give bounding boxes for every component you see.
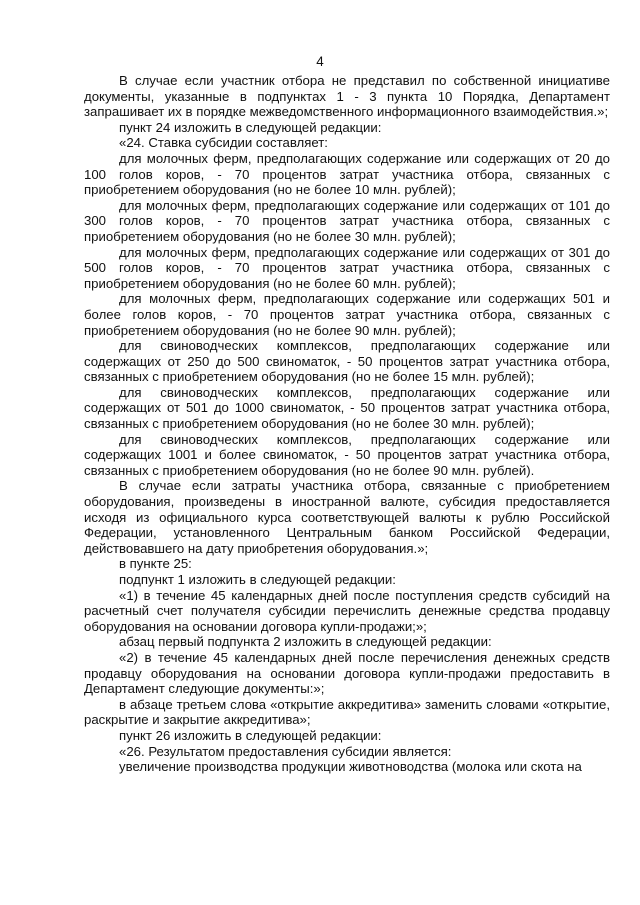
paragraph-4: для молочных ферм, предполагающих содержание или содержащих от 20 до 100 голов коров, - 70 процентов затрат участника отбора, связанных с приобретением оборудования (но не более 10 млн. рублей); <box>84 150 610 198</box>
paragraph-12: в пункте 25: <box>119 556 192 572</box>
paragraph-7: для молочных ферм, предполагающих содержание или содержащих 501 и более голов коров, - 70 процентов затрат участника отбора, связанных с приобретением оборудования (но не более 90 млн. рублей); <box>84 291 610 338</box>
document-body <box>84 73 610 775</box>
paragraph-2: пункт 24 изложить в следующей редакции: <box>119 119 382 135</box>
paragraph-1: В случае если участник отбора не представил по собственной инициативе документы, указанные в подпунктах 1 - 3 пункта 10 Порядка, Департамент запрашивает их в порядке межведомственного информационного взаимодействия.»; <box>84 73 610 120</box>
paragraph-9: для свиноводческих комплексов, предполагающих содержание или содержащих от 501 до 1000 свиноматок, - 50 процентов затрат участника отбора, связанных с приобретением оборудования (но не более 30 млн. рублей); <box>84 384 610 432</box>
paragraph-10: для свиноводческих комплексов, предполагающих содержание или содержащих 1001 и более свиноматок, - 50 процентов затрат участника отбора, связанных с приобретением оборудования (но не более 90 млн. рублей). <box>84 431 610 478</box>
paragraph-13: подпункт 1 изложить в следующей редакции: <box>119 572 396 587</box>
paragraph-6: для молочных ферм, предполагающих содержание или содержащих от 301 до 500 голов коров, - 70 процентов затрат участника отбора, связанных с приобретением оборудования (но не более 60 млн. рублей); <box>84 244 610 291</box>
paragraph-15: абзац первый подпункта 2 изложить в следующей редакции: <box>119 634 492 650</box>
paragraph-18: пункт 26 изложить в следующей редакции: <box>119 727 382 743</box>
paragraph-11: В случае если затраты участника отбора, связанные с приобретением оборудования, произведены в иностранной валюте, субсидия предоставляется исходя из официального курса соответствующей валюты к рублю Российской Федерации, установленного Центральным банком Российской Федерации, действовавшего на дату приобретения оборудования.»; <box>84 478 610 556</box>
page-number: 4 <box>316 54 324 69</box>
paragraph-14: «1) в течение 45 календарных дней после поступления средств субсидий на расчетный счет получателя субсидии перечислить денежные средства продавцу оборудования на основании договора купли-продажи;»; <box>84 587 610 634</box>
paragraph-5: для молочных ферм, предполагающих содержание или содержащих от 101 до 300 голов коров, - 70 процентов затрат участника отбора, связанных с приобретением оборудования (но не более 30 млн. рублей); <box>84 197 610 244</box>
paragraph-17: в абзаце третьем слова «открытие аккредитива» заменить словами «открытие, раскрытие и закрытие аккредитива»; <box>84 696 610 728</box>
paragraph-8: для свиноводческих комплексов, предполагающих содержание или содержащих от 250 до 500 свиноматок, - 50 процентов затрат участника отбора, связанных с приобретением оборудования (но не более 15 млн. рублей); <box>84 338 610 385</box>
paragraph-19: «26. Результатом предоставления субсидии является: <box>119 743 452 759</box>
paragraph-16: «2) в течение 45 календарных дней после перечисления денежных средств продавцу оборудования на основании договора купли-продажи предоставить в Департамент следующие документы:»; <box>84 649 610 697</box>
paragraph-3: «24. Ставка субсидии составляет: <box>119 135 328 151</box>
paragraph-20: увеличение производства продукции животноводства (молока или скота на <box>119 759 582 775</box>
